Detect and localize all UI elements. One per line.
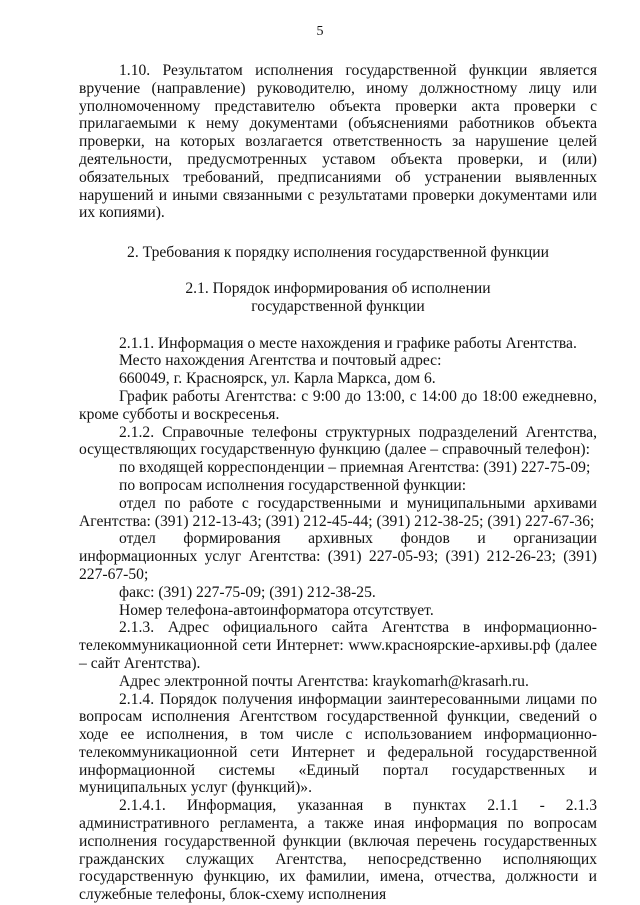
paragraph-fax: факс: (391) 227-75-09; (391) 212-38-25.	[119, 583, 376, 601]
section-heading: 2. Требования к порядку исполнения государственной функции	[127, 244, 549, 262]
page-number: 5	[316, 24, 324, 39]
paragraph-email: Адрес электронной почты Агентства: kraykomarh@krasarh.ru.	[119, 672, 529, 690]
paragraph-dept-archives: отдел по работе с государственными и муниципальными архивами Агентства: (391) 212-13-43; (391) 212-45-44; (391) 212-38-25; (391) 227-67-36;	[79, 494, 597, 530]
paragraph-2-1-2: 2.1.2. Справочные телефоны структурных подразделений Агентства, осуществляющих государственную функцию (далее – справочный телефон):	[79, 423, 597, 459]
subsection-heading-line-1: 2.1. Порядок информирования об исполнении	[185, 279, 491, 297]
paragraph-autoinformer: Номер телефона-автоинформатора отсутствует.	[119, 601, 434, 619]
paragraph-dept-formation: отдел формирования архивных фондов и организации информационных услуг Агентства: (391) 227-05-93; (391) 212-26-23; (391) 227-67-50;	[79, 530, 597, 583]
paragraph-2-1-1: 2.1.1. Информация о месте нахождения и графике работы Агентства.	[119, 334, 577, 352]
paragraph-2-1-4-1: 2.1.4.1. Информация, указанная в пунктах 2.1.1 - 2.1.3 административного регламента, а также иная информация по вопросам исполнения государственной функции (включая перечень государственных гражданских служащих Агентства, непосредственно исполняющих государственную функцию, их фамилии, имена, отчества, должности и служебные телефоны, блок-схему исполнения	[79, 797, 597, 904]
paragraph-1-10: 1.10. Результатом исполнения государственной функции является вручение (направление) руководителю, иному должностному лицу или уполномоченному представителю объекта проверки акта проверки с прилагаемыми к нему документами (объяснениями работников объекта проверки, на которых возлагается ответственность за нарушение целей деятельности, предусмотренных уставом объекта проверки, и (или) обязательных требований, предписаниями об устранении выявленных нарушений и иными связанными с результатами проверки документами или их копиями).	[79, 62, 597, 222]
paragraph-incoming: по входящей корреспонденции – приемная Агентства: (391) 227-75-09;	[119, 459, 591, 477]
paragraph-location-title: Место нахождения Агентства и почтовый адрес:	[119, 352, 442, 370]
document-body	[79, 62, 597, 904]
paragraph-questions: по вопросам исполнения государственной функции:	[119, 476, 467, 494]
paragraph-schedule: График работы Агентства: с 9:00 до 13:00, с 14:00 до 18:00 ежедневно, кроме субботы и воскресенья.	[79, 387, 597, 423]
subsection-heading	[79, 280, 597, 316]
paragraph-address: 660049, г. Красноярск, ул. Карла Маркса, дом 6.	[119, 370, 436, 388]
paragraph-2-1-3: 2.1.3. Адрес официального сайта Агентства в информационно-телекоммуникационной сети Интернет: www.красноярские-архивы.рф (далее – сайт Агентства).	[79, 619, 597, 672]
subsection-heading-line-2: государственной функции	[251, 297, 425, 315]
paragraph-2-1-4: 2.1.4. Порядок получения информации заинтересованными лицами по вопросам исполнения Агентством государственной функции, сведений о ходе ее исполнения, в том числе с использованием информационно-телекоммуникационной сети Интернет и федеральной государственной информационной системы «Единый портал государственных и муниципальных услуг (функций)».	[79, 690, 597, 797]
